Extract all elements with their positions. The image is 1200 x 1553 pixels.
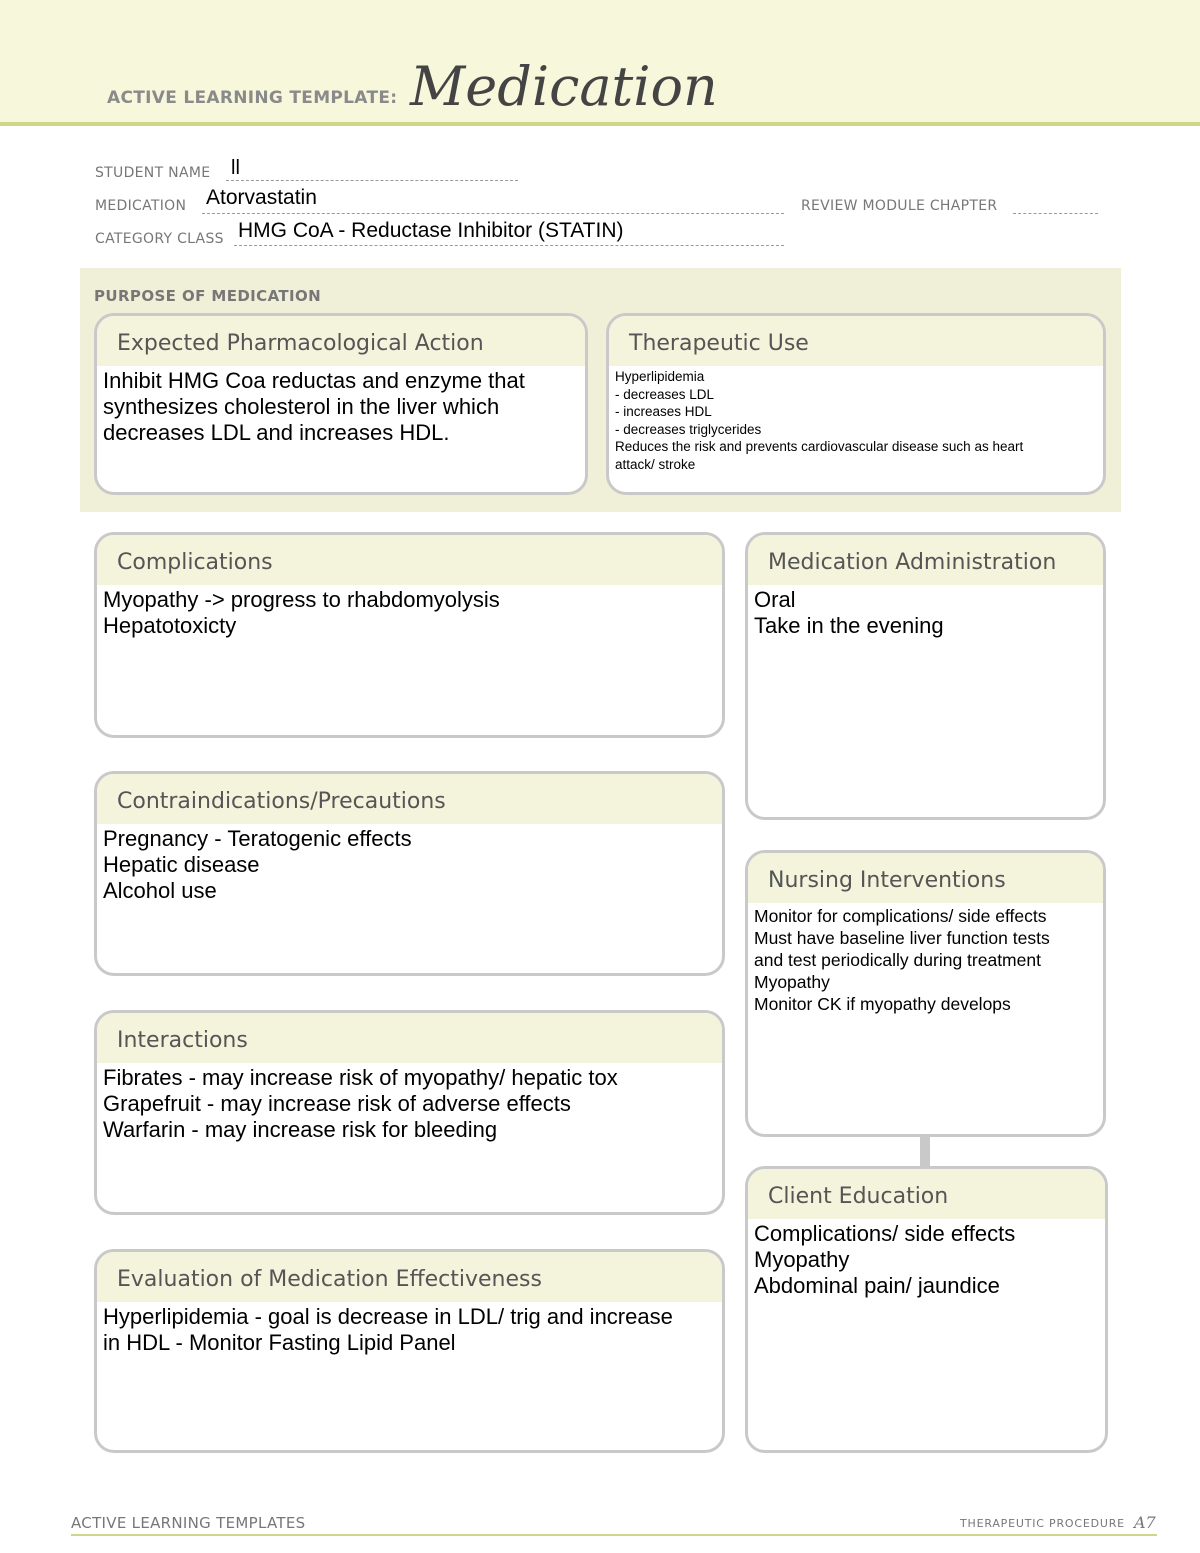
page-number: A7 [1134, 1513, 1156, 1532]
interactions-box [94, 1010, 725, 1215]
complications-box [94, 532, 725, 738]
medication-administration-text[interactable]: Oral Take in the evening [754, 587, 944, 638]
evaluation-box [94, 1249, 725, 1453]
contraindications-box [94, 771, 725, 976]
footer-right: THERAPEUTIC PROCEDURE [960, 1517, 1125, 1530]
category-class-label: CATEGORY CLASS [95, 231, 224, 247]
client-education-box [745, 1166, 1108, 1453]
review-module-label: REVIEW MODULE CHAPTER [801, 198, 998, 214]
box-title: Medication Administration [748, 535, 1103, 585]
box-title: Contraindications/Precautions [97, 774, 722, 824]
therapeutic-use-box [606, 313, 1106, 495]
evaluation-text[interactable]: Hyperlipidemia - goal is decrease in LDL/ trig and increase in HDL - Monitor Fasting Lipid Panel [103, 1304, 673, 1355]
student-name-field[interactable]: ll [231, 157, 240, 179]
student-name-line [226, 180, 518, 181]
footer-divider [71, 1534, 1157, 1536]
category-class-field[interactable]: HMG CoA - Reductase Inhibitor (STATIN) [238, 219, 624, 242]
review-module-field[interactable] [1013, 213, 1098, 214]
box-title: Evaluation of Medication Effectiveness [97, 1252, 722, 1302]
client-education-text[interactable]: Complications/ side effects Myopathy Abdominal pain/ jaundice [754, 1221, 1016, 1298]
medication-label: MEDICATION [95, 198, 187, 214]
footer-left: ACTIVE LEARNING TEMPLATES [71, 1514, 306, 1532]
box-title: Expected Pharmacological Action [97, 316, 585, 366]
template-label: ACTIVE LEARNING TEMPLATE: [107, 88, 398, 108]
box-title: Client Education [748, 1169, 1105, 1219]
therapeutic-use-text[interactable]: Hyperlipidemia - decreases LDL - increases HDL - decreases triglycerides Reduces the risk and prevents cardiovascular disease such as heart attack/ stroke [615, 369, 1024, 472]
nursing-interventions-box [745, 850, 1106, 1137]
medication-field[interactable]: Atorvastatin [206, 186, 317, 209]
box-connector [920, 1134, 930, 1166]
complications-text[interactable]: Myopathy -> progress to rhabdomyolysis Hepatotoxicty [103, 587, 500, 638]
interactions-text[interactable]: Fibrates - may increase risk of myopathy/ hepatic tox Grapefruit - may increase risk of adverse effects Warfarin - may increase risk for bleeding [103, 1065, 618, 1142]
purpose-title: PURPOSE OF MEDICATION [94, 287, 322, 305]
category-class-line [234, 245, 784, 246]
nursing-interventions-text[interactable]: Monitor for complications/ side effects Must have baseline liver function tests and test periodically during treatment Myopathy Monitor CK if myopathy develops [754, 906, 1050, 1014]
box-title: Complications [97, 535, 722, 585]
page-title: Medication [410, 55, 718, 118]
header-divider [0, 122, 1200, 126]
expected-action-box [94, 313, 588, 495]
medication-administration-box [745, 532, 1106, 820]
box-title: Interactions [97, 1013, 722, 1063]
box-title: Therapeutic Use [609, 316, 1103, 366]
student-name-label: STUDENT NAME [95, 165, 211, 181]
contraindications-text[interactable]: Pregnancy - Teratogenic effects Hepatic disease Alcohol use [103, 826, 412, 903]
medication-line [202, 213, 784, 214]
box-title: Nursing Interventions [748, 853, 1103, 903]
expected-action-text[interactable]: Inhibit HMG Coa reductas and enzyme that synthesizes cholesterol in the liver which decreases LDL and increases HDL. [103, 368, 525, 445]
